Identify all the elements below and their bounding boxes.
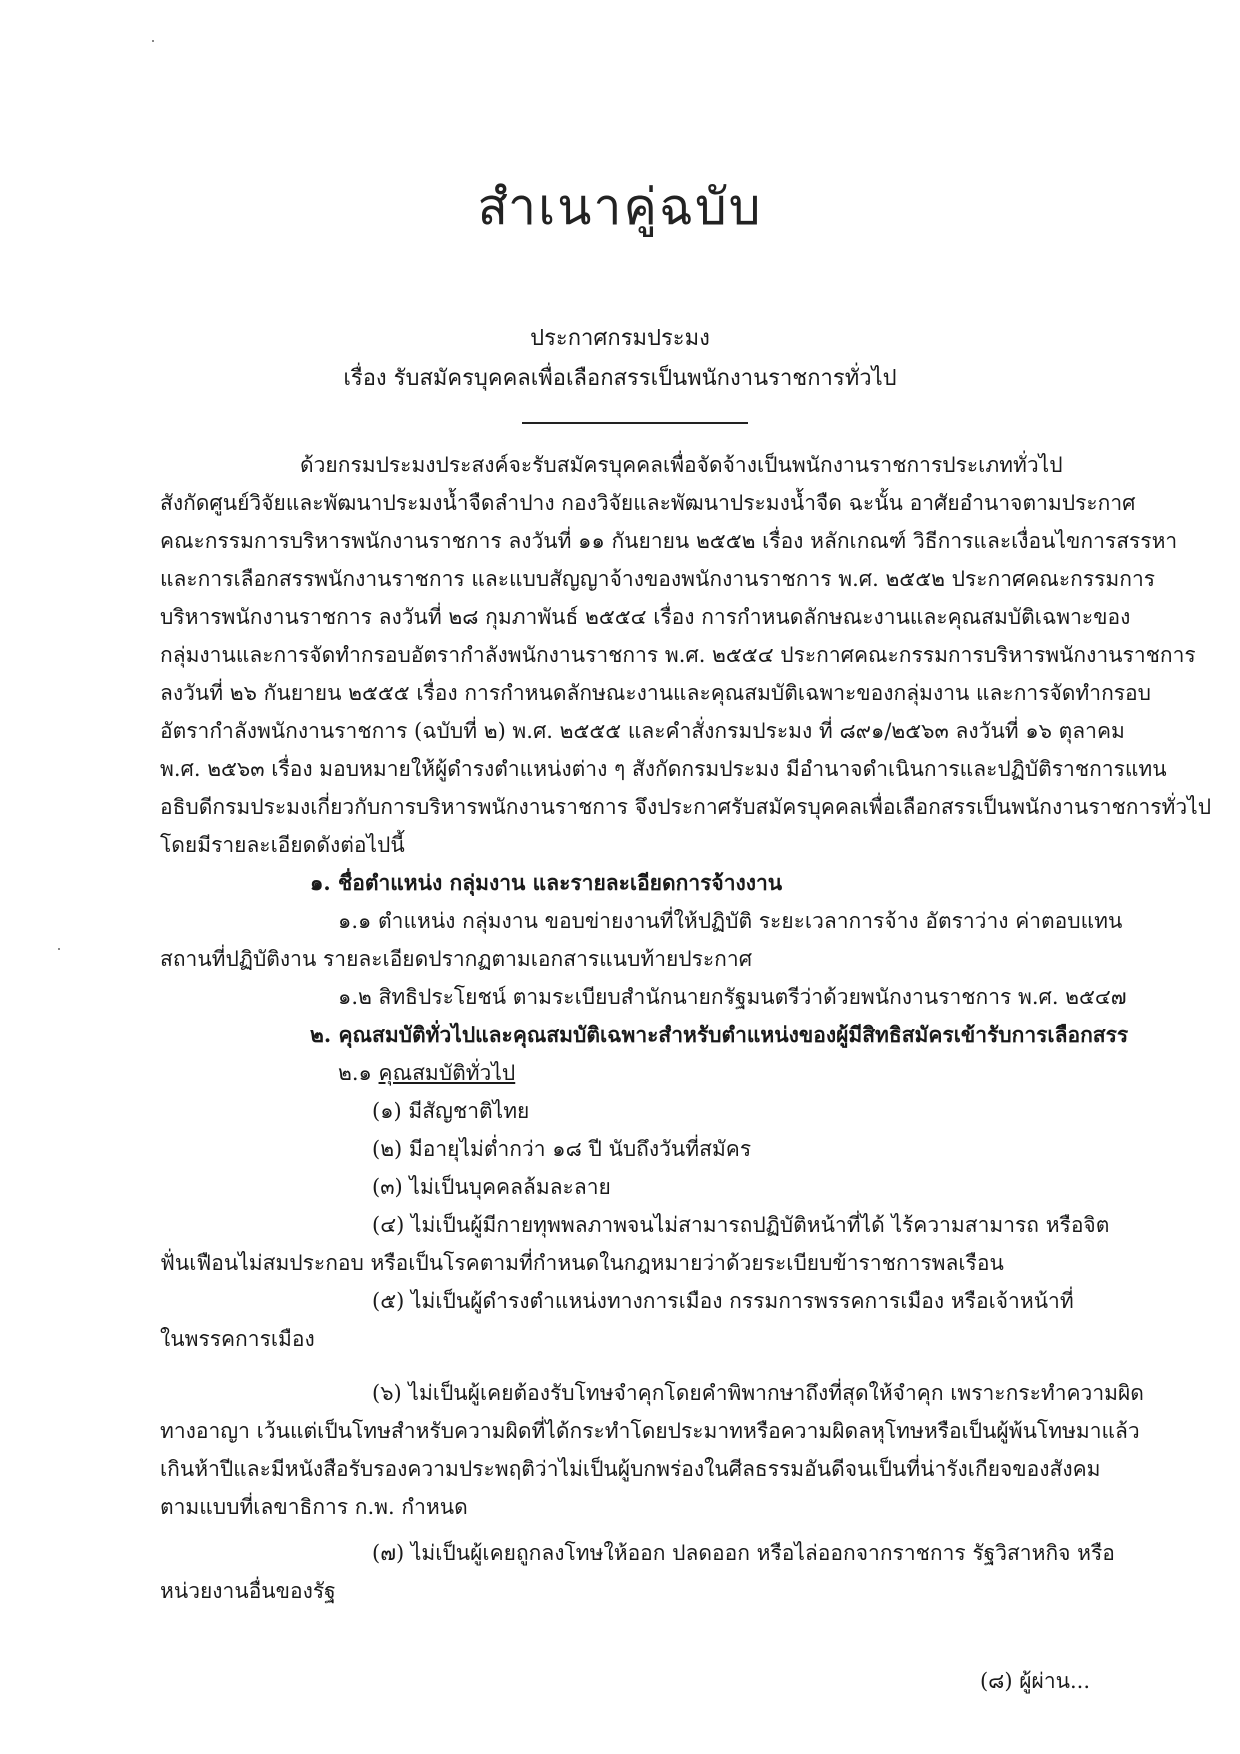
intro-line: อธิบดีกรมประมงเกี่ยวกับการบริหารพนักงานราชการ จึงประกาศรับสมัครบุคคลเพื่อเลือกสรรเป็นพนักงานราชการทั่วไป <box>160 795 1212 819</box>
intro-line: พ.ศ. ๒๕๖๓ เรื่อง มอบหมายให้ผู้ดำรงตำแหน่งต่าง ๆ สังกัดกรมประมง มีอำนาจดำเนินการและปฏิบัติราชการแทน <box>160 757 1167 781</box>
qualification-item: (๓) ไม่เป็นบุคคลล้มละลาย <box>372 1175 611 1199</box>
section-2-heading: ๒. คุณสมบัติทั่วไปและคุณสมบัติเฉพาะสำหรับตำแหน่งของผู้มีสิทธิสมัครเข้ารับการเลือกสรร <box>310 1022 1129 1047</box>
qualification-item: (๕) ไม่เป็นผู้ดำรงตำแหน่งทางการเมือง กรรมการพรรคการเมือง หรือเจ้าหน้าที่ <box>372 1289 1074 1313</box>
intro-line: อัตรากำลังพนักงานราชการ (ฉบับที่ ๒) พ.ศ. ๒๕๕๕ และคำสั่งกรมประมง ที่ ๘๙๑/๒๕๖๓ ลงวันที่ ๑๖ ตุลาคม <box>160 719 1125 743</box>
intro-line: สังกัดศูนย์วิจัยและพัฒนาประมงน้ำจืดลำปาง กองวิจัยและพัฒนาประมงน้ำจืด ฉะนั้น อาศัยอำนาจตามประกาศ <box>160 491 1136 515</box>
scan-speck <box>152 40 154 42</box>
qualification-item-cont: ฟั่นเฟือนไม่สมประกอบ หรือเป็นโรคตามที่กำหนดในกฎหมายว่าด้วยระเบียบข้าราชการพลเรือน <box>160 1251 1004 1275</box>
qualification-item-cont: เกินห้าปีและมีหนังสือรับรองความประพฤติว่าไม่เป็นผู้บกพร่องในศีลธรรมอันดีจนเป็นที่น่ารังเกียจของสังคม <box>160 1457 1101 1481</box>
section-2-1-number: ๒.๑ <box>338 1061 372 1085</box>
announcement-subject: เรื่อง รับสมัครบุคคลเพื่อเลือกสรรเป็นพนักงานราชการทั่วไป <box>343 366 897 391</box>
section-1-2: ๑.๒ สิทธิประโยชน์ ตามระเบียบสำนักนายกรัฐมนตรีว่าด้วยพนักงานราชการ พ.ศ. ๒๕๔๗ <box>338 985 1127 1009</box>
section-1-1-line: ๑.๑ ตำแหน่ง กลุ่มงาน ขอบข่ายงานที่ให้ปฏิบัติ ระยะเวลาการจ้าง อัตราว่าง ค่าตอบแทน <box>338 909 1123 933</box>
qualification-item-cont: ทางอาญา เว้นแต่เป็นโทษสำหรับความผิดที่ได้กระทำโดยประมาทหรือความผิดลหุโทษหรือเป็นผู้พ้นโทษมาแล้ว <box>160 1419 1140 1443</box>
qualification-item-cont: ในพรรคการเมือง <box>160 1327 315 1351</box>
intro-line: ด้วยกรมประมงประสงค์จะรับสมัครบุคคลเพื่อจัดจ้างเป็นพนักงานราชการประเภททั่วไป <box>300 453 1063 477</box>
title-divider <box>522 422 748 424</box>
section-2-1-label: คุณสมบัติทั่วไป <box>378 1061 516 1085</box>
copy-stamp-title: สำเนาคู่ฉบับ <box>477 178 763 236</box>
page-continuation: (๘) ผู้ผ่าน... <box>979 1669 1090 1693</box>
qualification-item: (๒) มีอายุไม่ต่ำกว่า ๑๘ ปี นับถึงวันที่สมัคร <box>372 1137 752 1161</box>
scan-speck <box>58 948 60 950</box>
section-2-1 <box>338 1058 515 1088</box>
intro-line: และการเลือกสรรพนักงานราชการ และแบบสัญญาจ้างของพนักงานราชการ พ.ศ. ๒๕๕๒ ประกาศคณะกรรมการ <box>160 567 1156 591</box>
intro-line: บริหารพนักงานราชการ ลงวันที่ ๒๘ กุมภาพันธ์ ๒๕๕๔ เรื่อง การกำหนดลักษณะงานและคุณสมบัติเฉพาะของ <box>160 605 1131 629</box>
qualification-item: (๗) ไม่เป็นผู้เคยถูกลงโทษให้ออก ปลดออก หรือไล่ออกจากราชการ รัฐวิสาหกิจ หรือ <box>372 1541 1115 1565</box>
qualification-item: (๖) ไม่เป็นผู้เคยต้องรับโทษจำคุกโดยคำพิพากษาถึงที่สุดให้จำคุก เพราะกระทำความผิด <box>372 1381 1144 1405</box>
announcement-org: ประกาศกรมประมง <box>530 326 710 351</box>
qualification-item-cont: หน่วยงานอื่นของรัฐ <box>160 1579 336 1603</box>
intro-line: กลุ่มงานและการจัดทำกรอบอัตรากำลังพนักงานราชการ พ.ศ. ๒๕๕๔ ประกาศคณะกรรมการบริหารพนักงานราชการ <box>160 643 1196 667</box>
qualification-item: (๔) ไม่เป็นผู้มีกายทุพพลภาพจนไม่สามารถปฏิบัติหน้าที่ได้ ไร้ความสามารถ หรือจิต <box>372 1213 1110 1237</box>
intro-line: คณะกรรมการบริหารพนักงานราชการ ลงวันที่ ๑๑ กันยายน ๒๕๕๒ เรื่อง หลักเกณฑ์ วิธีการและเงื่อนไขการสรรหา <box>160 529 1178 553</box>
section-1-1-line: สถานที่ปฏิบัติงาน รายละเอียดปรากฏตามเอกสารแนบท้ายประกาศ <box>160 947 753 971</box>
intro-line: โดยมีรายละเอียดดังต่อไปนี้ <box>160 833 405 857</box>
qualification-item: (๑) มีสัญชาติไทย <box>372 1099 530 1123</box>
section-1-heading: ๑. ชื่อตำแหน่ง กลุ่มงาน และรายละเอียดการจ้างงาน <box>310 870 783 895</box>
qualification-item-cont: ตามแบบที่เลขาธิการ ก.พ. กำหนด <box>160 1495 468 1519</box>
intro-line: ลงวันที่ ๒๖ กันยายน ๒๕๕๕ เรื่อง การกำหนดลักษณะงานและคุณสมบัติเฉพาะของกลุ่มงาน และการจัดทำกรอบ <box>160 681 1151 705</box>
